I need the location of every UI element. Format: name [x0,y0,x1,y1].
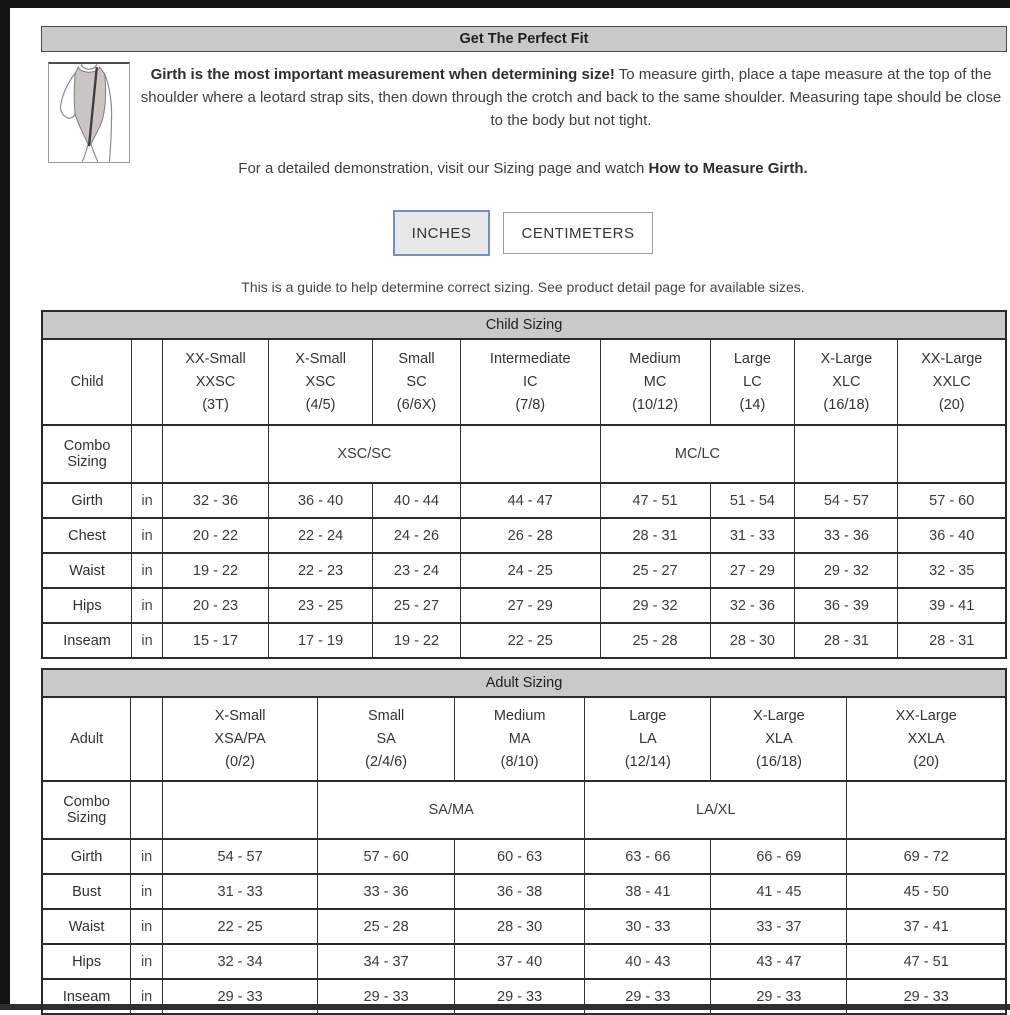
child-combo-row [42,425,1006,483]
size-cell: 23 - 25 [269,588,373,623]
size-range: (4/5) [305,396,336,413]
col-header-x-large [795,339,898,425]
size-cell: 32 - 34 [162,944,317,979]
size-cell: 22 - 25 [162,909,317,944]
size-cell: 32 - 35 [898,553,1006,588]
size-cell: 36 - 40 [269,483,373,518]
centimeters-button[interactable]: CENTIMETERS [503,212,653,254]
size-range: (8/10) [500,753,539,770]
unit-cell: in [131,874,163,909]
adult-waist-row [42,909,1006,944]
unit-cell: in [131,909,163,944]
col-header-medium [600,339,710,425]
size-range: (10/12) [632,396,679,413]
size-cell: 28 - 31 [600,518,710,553]
unit-cell: in [132,553,163,588]
size-cell: 66 - 69 [711,839,847,874]
size-cell: 26 - 28 [460,518,600,553]
size-code: XLA [765,730,793,747]
combo-mc-lc: MC/LC [600,425,795,483]
size-cell: 45 - 50 [847,874,1006,909]
size-cell: 32 - 36 [162,483,268,518]
size-code: MC [643,373,667,390]
size-cell: 22 - 23 [269,553,373,588]
size-cell: 29 - 33 [585,979,711,1014]
size-range: (2/4/6) [365,753,408,770]
empty-cell [131,781,163,839]
size-cell: 27 - 29 [460,588,600,623]
unit-cell: in [131,839,163,874]
size-cell: 60 - 63 [455,839,585,874]
row-label: Hips [42,944,131,979]
size-cell: 69 - 72 [847,839,1006,874]
size-cell: 28 - 30 [455,909,585,944]
unit-cell: in [132,518,163,553]
size-cell: 20 - 23 [162,588,268,623]
empty-cell [795,425,898,483]
demo-prefix: For a detailed demonstration, visit our Sizing page and watch [238,160,649,177]
size-name: Intermediate [489,350,571,367]
size-cell: 63 - 66 [585,839,711,874]
col-header-large [710,339,795,425]
unit-cell: in [131,979,163,1014]
page-title: Get The Perfect Fit [459,31,589,47]
size-cell: 29 - 32 [795,553,898,588]
col-header-x-small [269,339,373,425]
size-range: (12/14) [624,753,671,770]
child-corner-label: Child [42,339,132,425]
size-name: X-Large [753,707,805,724]
size-range: (16/18) [755,753,802,770]
col-header-xx-large [847,697,1006,781]
size-name: X-Small [214,707,266,724]
size-cell: 22 - 24 [269,518,373,553]
size-code: XXLC [932,373,971,390]
size-range: (0/2) [225,753,255,770]
size-name: Small [367,707,405,724]
row-label: Inseam [42,979,131,1014]
size-cell: 25 - 28 [600,623,710,658]
size-code: LC [743,373,762,390]
size-cell: 25 - 27 [373,588,461,623]
empty-cell [898,425,1006,483]
size-cell: 28 - 30 [710,623,795,658]
size-cell: 54 - 57 [795,483,898,518]
girth-instructions [138,63,1004,132]
size-code: XXSC [195,373,236,390]
col-header-xx-small [162,339,268,425]
combo-sa-ma: SA/MA [318,781,585,839]
size-cell: 36 - 40 [898,518,1006,553]
combo-xsc-sc: XSC/SC [269,425,461,483]
adult-bust-row [42,874,1006,909]
size-range: (14) [739,396,766,413]
size-cell: 29 - 33 [711,979,847,1014]
size-cell: 33 - 37 [711,909,847,944]
size-cell: 47 - 51 [600,483,710,518]
size-cell: 19 - 22 [162,553,268,588]
col-header-x-large [711,697,847,781]
empty-cell [162,781,317,839]
adult-sizing-table [41,668,1007,1015]
col-header-small [318,697,455,781]
size-name: Large [733,350,771,367]
size-name: Small [398,350,435,367]
size-cell: 24 - 25 [460,553,600,588]
sizing-guide-note: This is a guide to help determine correct sizing. See product detail page for available sizes. [241,279,805,295]
size-cell: 23 - 24 [373,553,461,588]
size-range: (6/6X) [396,396,437,413]
adult-hips-row [42,944,1006,979]
size-cell: 28 - 31 [795,623,898,658]
size-cell: 43 - 47 [711,944,847,979]
size-cell: 29 - 33 [847,979,1006,1014]
size-cell: 44 - 47 [460,483,600,518]
unit-column-header [131,697,163,781]
size-cell: 20 - 22 [162,518,268,553]
adult-table-header-row [42,697,1006,781]
girth-instructions-bold: Girth is the most important measurement when determining size! [150,66,615,83]
unit-cell: in [131,944,163,979]
combo-sizing-label: Combo Sizing [42,425,132,483]
size-code: LA [638,730,657,747]
child-girth-row [42,483,1006,518]
leotard-girth-diagram [48,62,130,163]
size-cell: 47 - 51 [847,944,1006,979]
child-table-title-row [42,311,1006,339]
size-cell: 40 - 43 [585,944,711,979]
size-name: Large [629,707,667,724]
size-code: XSC [305,373,336,390]
size-cell: 25 - 28 [318,909,455,944]
size-name: Medium [629,350,681,367]
leotard-illustration [49,64,129,162]
size-cell: 25 - 27 [600,553,710,588]
size-code: XLC [832,373,861,390]
row-label: Girth [42,839,131,874]
size-name: X-Large [820,350,873,367]
size-code: XXLA [907,730,945,747]
size-cell: 57 - 60 [898,483,1006,518]
empty-cell [460,425,600,483]
combo-sizing-label: Combo Sizing [42,781,131,839]
size-cell: 34 - 37 [318,944,455,979]
row-label: Bust [42,874,131,909]
combo-la-xl: LA/XL [585,781,847,839]
col-header-small [373,339,461,425]
size-code: MA [508,730,531,747]
size-range: (7/8) [515,396,546,413]
size-cell: 29 - 33 [162,979,317,1014]
adult-inseam-row [42,979,1006,1014]
size-range: (20) [938,396,965,413]
size-cell: 37 - 40 [455,944,585,979]
col-header-xx-large [898,339,1006,425]
empty-cell [847,781,1006,839]
child-waist-row [42,553,1006,588]
child-inseam-row [42,623,1006,658]
size-cell: 37 - 41 [847,909,1006,944]
row-label: Chest [42,518,132,553]
size-cell: 15 - 17 [162,623,268,658]
size-cell: 29 - 33 [318,979,455,1014]
empty-cell [162,425,268,483]
size-range: (20) [913,753,940,770]
size-code: IC [522,373,538,390]
size-cell: 29 - 33 [455,979,585,1014]
size-name: X-Small [295,350,346,367]
inches-button[interactable]: INCHES [393,210,490,256]
size-cell: 54 - 57 [162,839,317,874]
size-code: SA [376,730,396,747]
size-cell: 41 - 45 [711,874,847,909]
row-label: Inseam [42,623,132,658]
row-label: Girth [42,483,132,518]
size-cell: 27 - 29 [710,553,795,588]
child-hips-row [42,588,1006,623]
child-table-header-row [42,339,1006,425]
row-label: Hips [42,588,132,623]
row-label: Waist [42,553,132,588]
col-header-medium [455,697,585,781]
demo-bold: How to Measure Girth. [648,160,808,177]
size-name: XX-Small [185,350,246,367]
adult-corner-label: Adult [42,697,131,781]
col-header-large [585,697,711,781]
demo-line [41,160,1005,177]
adult-table-title-row [42,669,1006,697]
girth-instructions-rest: To measure girth, place a tape measure at the top of the shoulder where a leotard strap sits, then down through the crotch and back to the same shoulder. Measuring tape should be close to the body but not tight. [140,66,1002,129]
size-name: XX-Large [921,350,983,367]
empty-cell [132,425,163,483]
screenshot-left-frame [0,0,10,1004]
size-cell: 39 - 41 [898,588,1006,623]
size-cell: 32 - 36 [710,588,795,623]
size-cell: 28 - 31 [898,623,1006,658]
size-cell: 40 - 44 [373,483,461,518]
size-cell: 33 - 36 [318,874,455,909]
screenshot-top-frame [0,0,1010,8]
size-cell: 36 - 38 [455,874,585,909]
size-name: XX-Large [895,707,957,724]
size-range: (16/18) [823,396,870,413]
col-header-x-small [162,697,317,781]
adult-combo-row [42,781,1006,839]
size-cell: 19 - 22 [373,623,461,658]
size-name: Medium [493,707,546,724]
unit-column-header [132,339,163,425]
size-cell: 22 - 25 [460,623,600,658]
size-cell: 24 - 26 [373,518,461,553]
size-cell: 57 - 60 [318,839,455,874]
size-cell: 38 - 41 [585,874,711,909]
unit-cell: in [132,483,163,518]
adult-table-title: Adult Sizing [42,669,1006,697]
child-chest-row [42,518,1006,553]
size-cell: 36 - 39 [795,588,898,623]
adult-girth-row [42,839,1006,874]
size-cell: 30 - 33 [585,909,711,944]
size-code: XSA/PA [214,730,266,747]
size-code: SC [406,373,427,390]
size-cell: 31 - 33 [710,518,795,553]
row-label: Waist [42,909,131,944]
size-cell: 33 - 36 [795,518,898,553]
unit-cell: in [132,588,163,623]
unit-cell: in [132,623,163,658]
child-sizing-table [41,310,1007,659]
size-cell: 51 - 54 [710,483,795,518]
size-cell: 17 - 19 [269,623,373,658]
col-header-intermediate [460,339,600,425]
page-title-bar [41,26,1007,52]
size-cell: 29 - 32 [600,588,710,623]
unit-toggle [41,210,1005,256]
child-table-title: Child Sizing [42,311,1006,339]
size-range: (3T) [202,396,229,413]
size-cell: 31 - 33 [162,874,317,909]
